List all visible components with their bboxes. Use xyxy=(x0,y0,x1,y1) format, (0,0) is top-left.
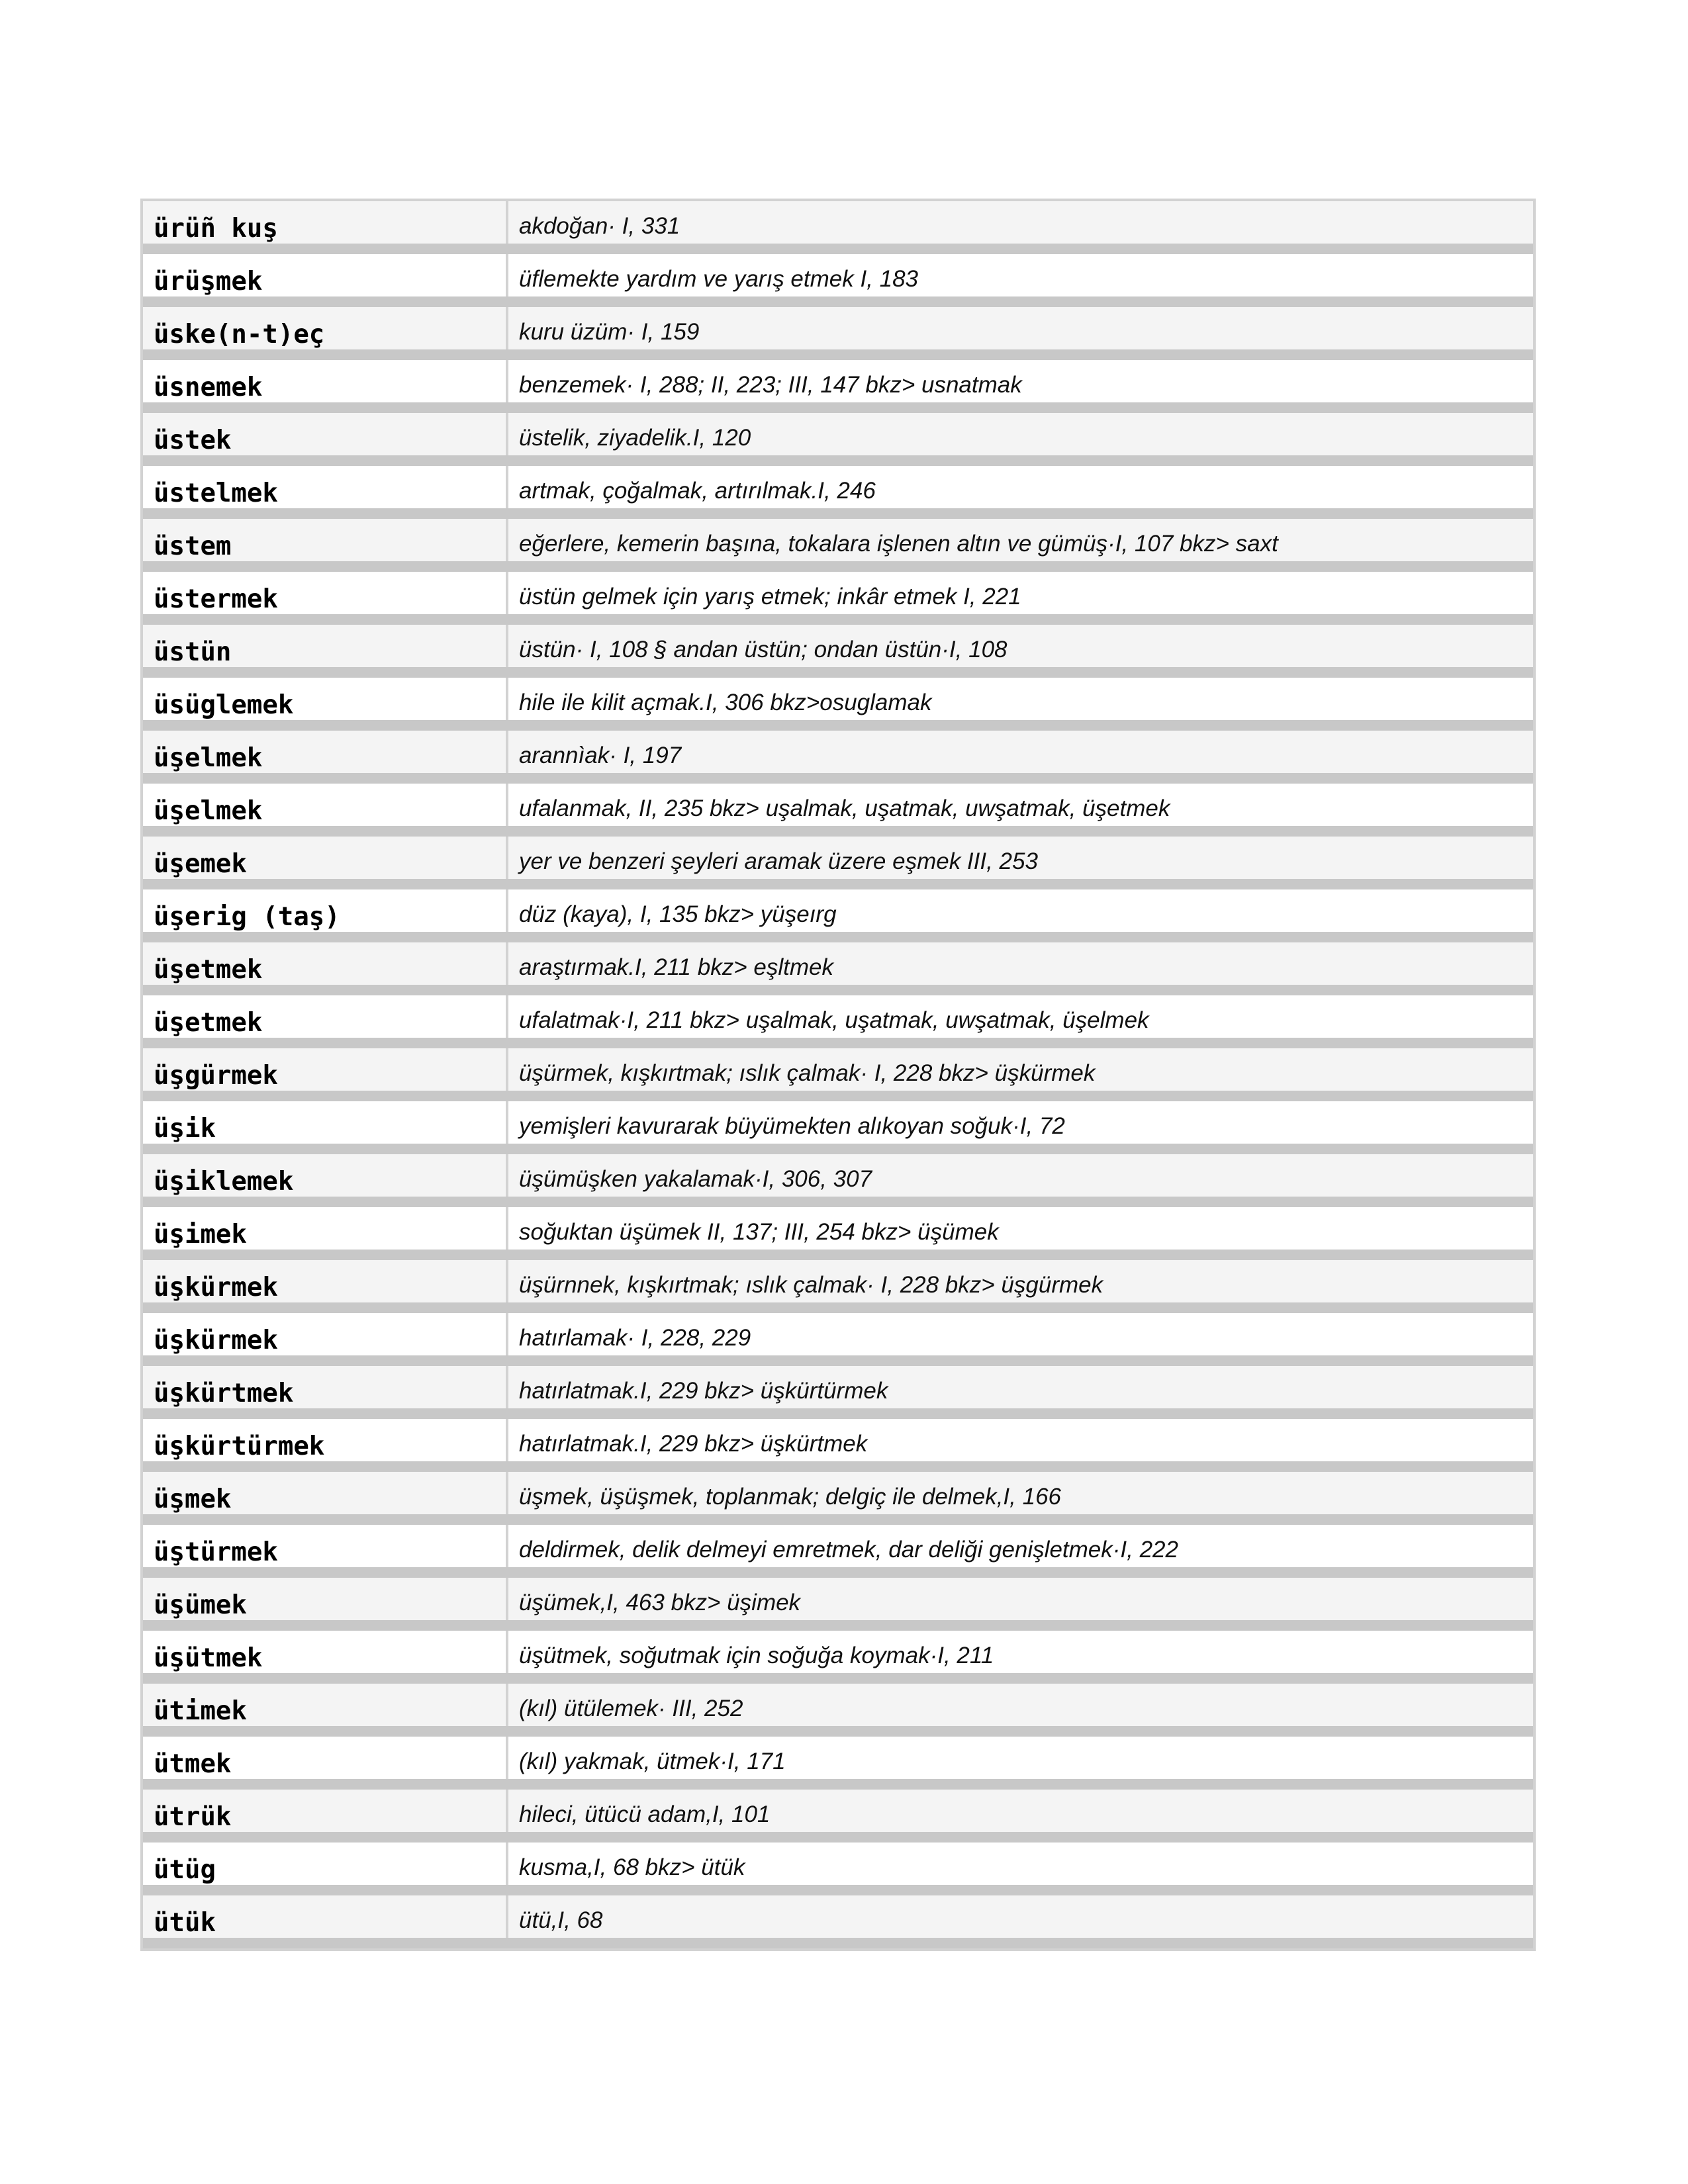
entry-term: üşütmek xyxy=(143,1631,508,1673)
entry-term: üşelmek xyxy=(143,784,508,826)
entry-term: üstermek xyxy=(143,572,508,614)
entry-term: üstün xyxy=(143,625,508,667)
entry-definition: yer ve benzeri şeyleri aramak üzere eşmek III, 253 xyxy=(519,848,1038,874)
entry-definition: üstelik, ziyadelik.I, 120 xyxy=(519,425,751,451)
entry-definition: artmak, çoğalmak, artırılmak.I, 246 xyxy=(519,478,876,504)
entry-definition: hatırlatmak.I, 229 bkz> üşkürtürmek xyxy=(519,1378,888,1404)
glossary-table xyxy=(140,199,1536,1951)
entry-term: üşelmek xyxy=(143,731,508,773)
entry-term: üsüglemek xyxy=(143,678,508,720)
table-row xyxy=(143,572,1533,625)
table-row xyxy=(143,678,1533,731)
entry-definition: düz (kaya), I, 135 bkz> yüşeırg xyxy=(519,901,837,927)
table-row xyxy=(143,1843,1533,1895)
table-row xyxy=(143,995,1533,1048)
entry-term: üşemek xyxy=(143,837,508,879)
entry-term: üstek xyxy=(143,413,508,455)
table-row xyxy=(143,1207,1533,1260)
table-row xyxy=(143,1895,1533,1948)
table-row xyxy=(143,1790,1533,1843)
table-row xyxy=(143,519,1533,572)
table-row xyxy=(143,731,1533,784)
entry-term: ütrük xyxy=(143,1790,508,1832)
entry-definition: (kıl) ütülemek· III, 252 xyxy=(519,1696,743,1721)
table-row xyxy=(143,1154,1533,1207)
entry-term: ütmek xyxy=(143,1737,508,1779)
table-row xyxy=(143,466,1533,519)
entry-term: üşkürtürmek xyxy=(143,1419,508,1461)
entry-term: ütüg xyxy=(143,1843,508,1885)
entry-definition: üşümek,I, 463 bkz> üşimek xyxy=(519,1590,801,1615)
table-row xyxy=(143,784,1533,837)
entry-term: ürüşmek xyxy=(143,254,508,296)
table-row xyxy=(143,1048,1533,1101)
table-row xyxy=(143,307,1533,360)
entry-definition: yemişleri kavurarak büyümekten alıkoyan soğuk·I, 72 xyxy=(519,1113,1065,1139)
entry-term: üşmek xyxy=(143,1472,508,1514)
table-row xyxy=(143,254,1533,307)
entry-term: üşkürmek xyxy=(143,1313,508,1355)
entry-definition: kuru üzüm· I, 159 xyxy=(519,319,700,345)
entry-definition: akdoğan· I, 331 xyxy=(519,213,680,239)
entry-term: üşerig (taş) xyxy=(143,889,508,932)
table-row xyxy=(143,942,1533,995)
table-row xyxy=(143,889,1533,942)
entry-definition: benzemek· I, 288; II, 223; III, 147 bkz> usnatmak xyxy=(519,372,1022,398)
entry-term: üşkürtmek xyxy=(143,1366,508,1408)
entry-term: üsnemek xyxy=(143,360,508,402)
entry-term: üşiklemek xyxy=(143,1154,508,1197)
entry-definition: üstün gelmek için yarış etmek; inkâr etmek I, 221 xyxy=(519,584,1021,610)
table-row xyxy=(143,1631,1533,1684)
table-row xyxy=(143,625,1533,678)
entry-definition: üşümüşken yakalamak·I, 306, 307 xyxy=(519,1166,872,1192)
entry-definition: üstün· I, 108 § andan üstün; ondan üstün·I, 108 xyxy=(519,637,1008,662)
table-row xyxy=(143,1578,1533,1631)
entry-definition: hatırlatmak.I, 229 bkz> üşkürtmek xyxy=(519,1431,868,1457)
entry-definition: (kıl) yakmak, ütmek·I, 171 xyxy=(519,1749,786,1774)
entry-term: ütimek xyxy=(143,1684,508,1726)
table-row xyxy=(143,413,1533,466)
entry-definition: üşürnnek, kışkırtmak; ıslık çalmak· I, 228 bkz> üşgürmek xyxy=(519,1272,1103,1298)
entry-definition: üşürmek, kışkırtmak; ıslık çalmak· I, 228 bkz> üşkürmek xyxy=(519,1060,1096,1086)
entry-term: üşetmek xyxy=(143,942,508,985)
table-row xyxy=(143,1313,1533,1366)
table-row xyxy=(143,1101,1533,1154)
entry-definition: hatırlamak· I, 228, 229 xyxy=(519,1325,751,1351)
entry-term: üske(n-t)eç xyxy=(143,307,508,349)
table-row xyxy=(143,1684,1533,1737)
entry-term: üşümek xyxy=(143,1578,508,1620)
table-row xyxy=(143,1525,1533,1578)
entry-definition: üflemekte yardım ve yarış etmek I, 183 xyxy=(519,266,919,292)
entry-term: üşkürmek xyxy=(143,1260,508,1302)
table-row xyxy=(143,1472,1533,1525)
entry-term: üşetmek xyxy=(143,995,508,1038)
entry-definition: üşütmek, soğutmak için soğuğa koymak·I, 211 xyxy=(519,1643,994,1668)
table-row xyxy=(143,360,1533,413)
entry-definition: ufalatmak·I, 211 bkz> uşalmak, uşatmak, uwşatmak, üşelmek xyxy=(519,1007,1149,1033)
entry-term: ürüñ kuş xyxy=(143,201,508,244)
entry-definition: arannìak· I, 197 xyxy=(519,743,682,768)
entry-term: üşgürmek xyxy=(143,1048,508,1091)
entry-definition: hile ile kilit açmak.I, 306 bkz>osuglamak xyxy=(519,690,932,715)
table-row xyxy=(143,1260,1533,1313)
table-row xyxy=(143,1419,1533,1472)
table-row xyxy=(143,1737,1533,1790)
entry-definition: eğerlere, kemerin başına, tokalara işlenen altın ve gümüş·I, 107 bkz> saxt xyxy=(519,531,1278,557)
entry-definition: üşmek, üşüşmek, toplanmak; delgiç ile delmek,I, 166 xyxy=(519,1484,1061,1510)
entry-definition: kusma,I, 68 bkz> ütük xyxy=(519,1854,745,1880)
entry-definition: ufalanmak, II, 235 bkz> uşalmak, uşatmak, uwşatmak, üşetmek xyxy=(519,796,1170,821)
entry-term: üşimek xyxy=(143,1207,508,1250)
table-row xyxy=(143,837,1533,889)
entry-definition: deldirmek, delik delmeyi emretmek, dar deliği genişletmek·I, 222 xyxy=(519,1537,1178,1563)
table-row xyxy=(143,201,1533,254)
entry-term: üstem xyxy=(143,519,508,561)
entry-term: üşik xyxy=(143,1101,508,1144)
table-row xyxy=(143,1366,1533,1419)
entry-definition: hileci, ütücü adam,I, 101 xyxy=(519,1801,771,1827)
entry-term: üştürmek xyxy=(143,1525,508,1567)
entry-term: ütük xyxy=(143,1895,508,1938)
entry-definition: ütü,I, 68 xyxy=(519,1907,603,1933)
entry-definition: soğuktan üşümek II, 137; III, 254 bkz> üşümek xyxy=(519,1219,999,1245)
entry-definition: araştırmak.I, 211 bkz> eşltmek xyxy=(519,954,833,980)
entry-term: üstelmek xyxy=(143,466,508,508)
